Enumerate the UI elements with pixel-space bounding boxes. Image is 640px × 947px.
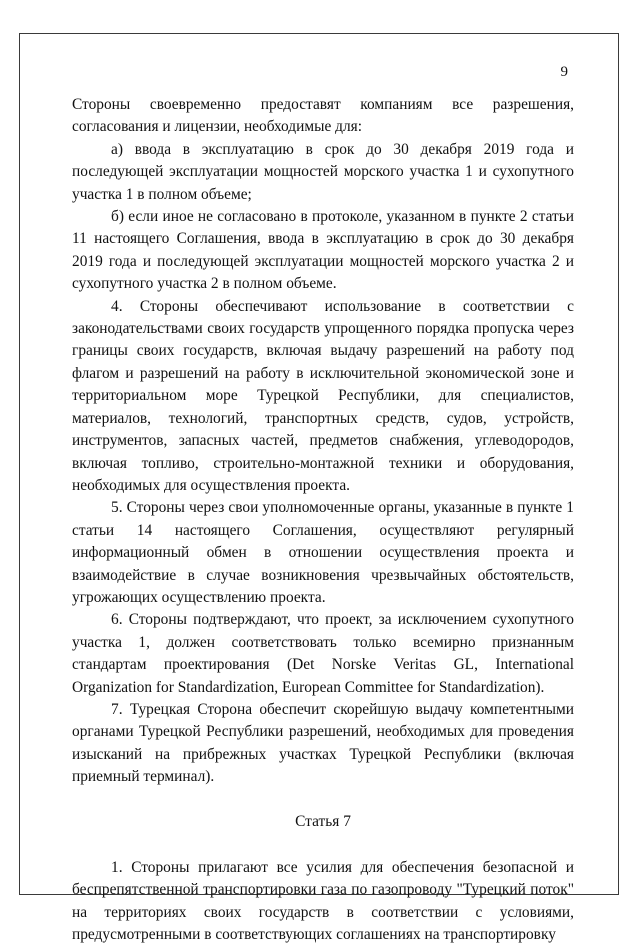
paragraph-clause-4: 4. Стороны обеспечивают использование в соответствии с законодательствами своих государств упрощенного порядка пропуска через границы своих государств, включая выдачу разрешений на работу под флагом и разрешений на работу в исключительной экономической зоне и территориальном море Турецкой Республики, для специалистов, материалов, технологий, транспортных средств, судов, устройств, инструментов, запасных частей, предметов снабжения, углеводородов, включая топливо, строительно-монтажной техники и оборудования, необходимых для осуществления проекта. [72, 297, 574, 494]
paragraph-clause-5: 5. Стороны через свои уполномоченные органы, указанные в пункте 1 статьи 14 настоящего Соглашения, осуществляют регулярный информационный обмен в отношении осуществления проекта и взаимодействие в случае возникновения чрезвычайных обстоятельств, угрожающих осуществлению проекта. [72, 499, 574, 606]
paragraph-article7-clause-1: 1. Стороны прилагают все усилия для обеспечения безопасной и беспрепятственной транспортировки газа по газопроводу "Турецкий поток" на территориях своих государств в соответствии с условиями, предусмотренными в соответствующих соглашениях на транспортировку [72, 859, 574, 944]
paragraph-item-b: б) если иное не согласовано в протоколе, указанном в пункте 2 статьи 11 настоящего Соглашения, ввода в эксплуатацию в срок до 30 декабря 2019 года и последующей эксплуатации мощностей морского участка 2 и сухопутного участка 2 в полном объеме. [72, 208, 574, 293]
paragraph-clause-7: 7. Турецкая Сторона обеспечит скорейшую выдачу компетентными органами Турецкой Республики разрешений, необходимых для проведения изысканий на прибрежных участках Турецкой Республики (включая приемный терминал). [72, 700, 574, 786]
paragraph-intro: Стороны своевременно предоставят компаниям все разрешения, согласования и лицензии, необходимые для: [72, 96, 574, 136]
paragraph-item-a: а) ввода в эксплуатацию в срок до 30 декабря 2019 года и последующей эксплуатации мощностей морского участка 1 и сухопутного участка 1 в полном объеме; [72, 140, 574, 203]
page-number: 9 [560, 64, 568, 80]
article-title: Статья 7 [295, 812, 351, 830]
document-body [72, 94, 574, 947]
document-page [19, 33, 619, 944]
paragraph-clause-6: 6. Стороны подтверждают, что проект, за исключением сухопутного участка 1, должен соответствовать только всемирно признанным стандартам проектирования (Det Norske Veritas GL, International Organization for Standardization, European Committee for Standardization). [72, 611, 574, 696]
